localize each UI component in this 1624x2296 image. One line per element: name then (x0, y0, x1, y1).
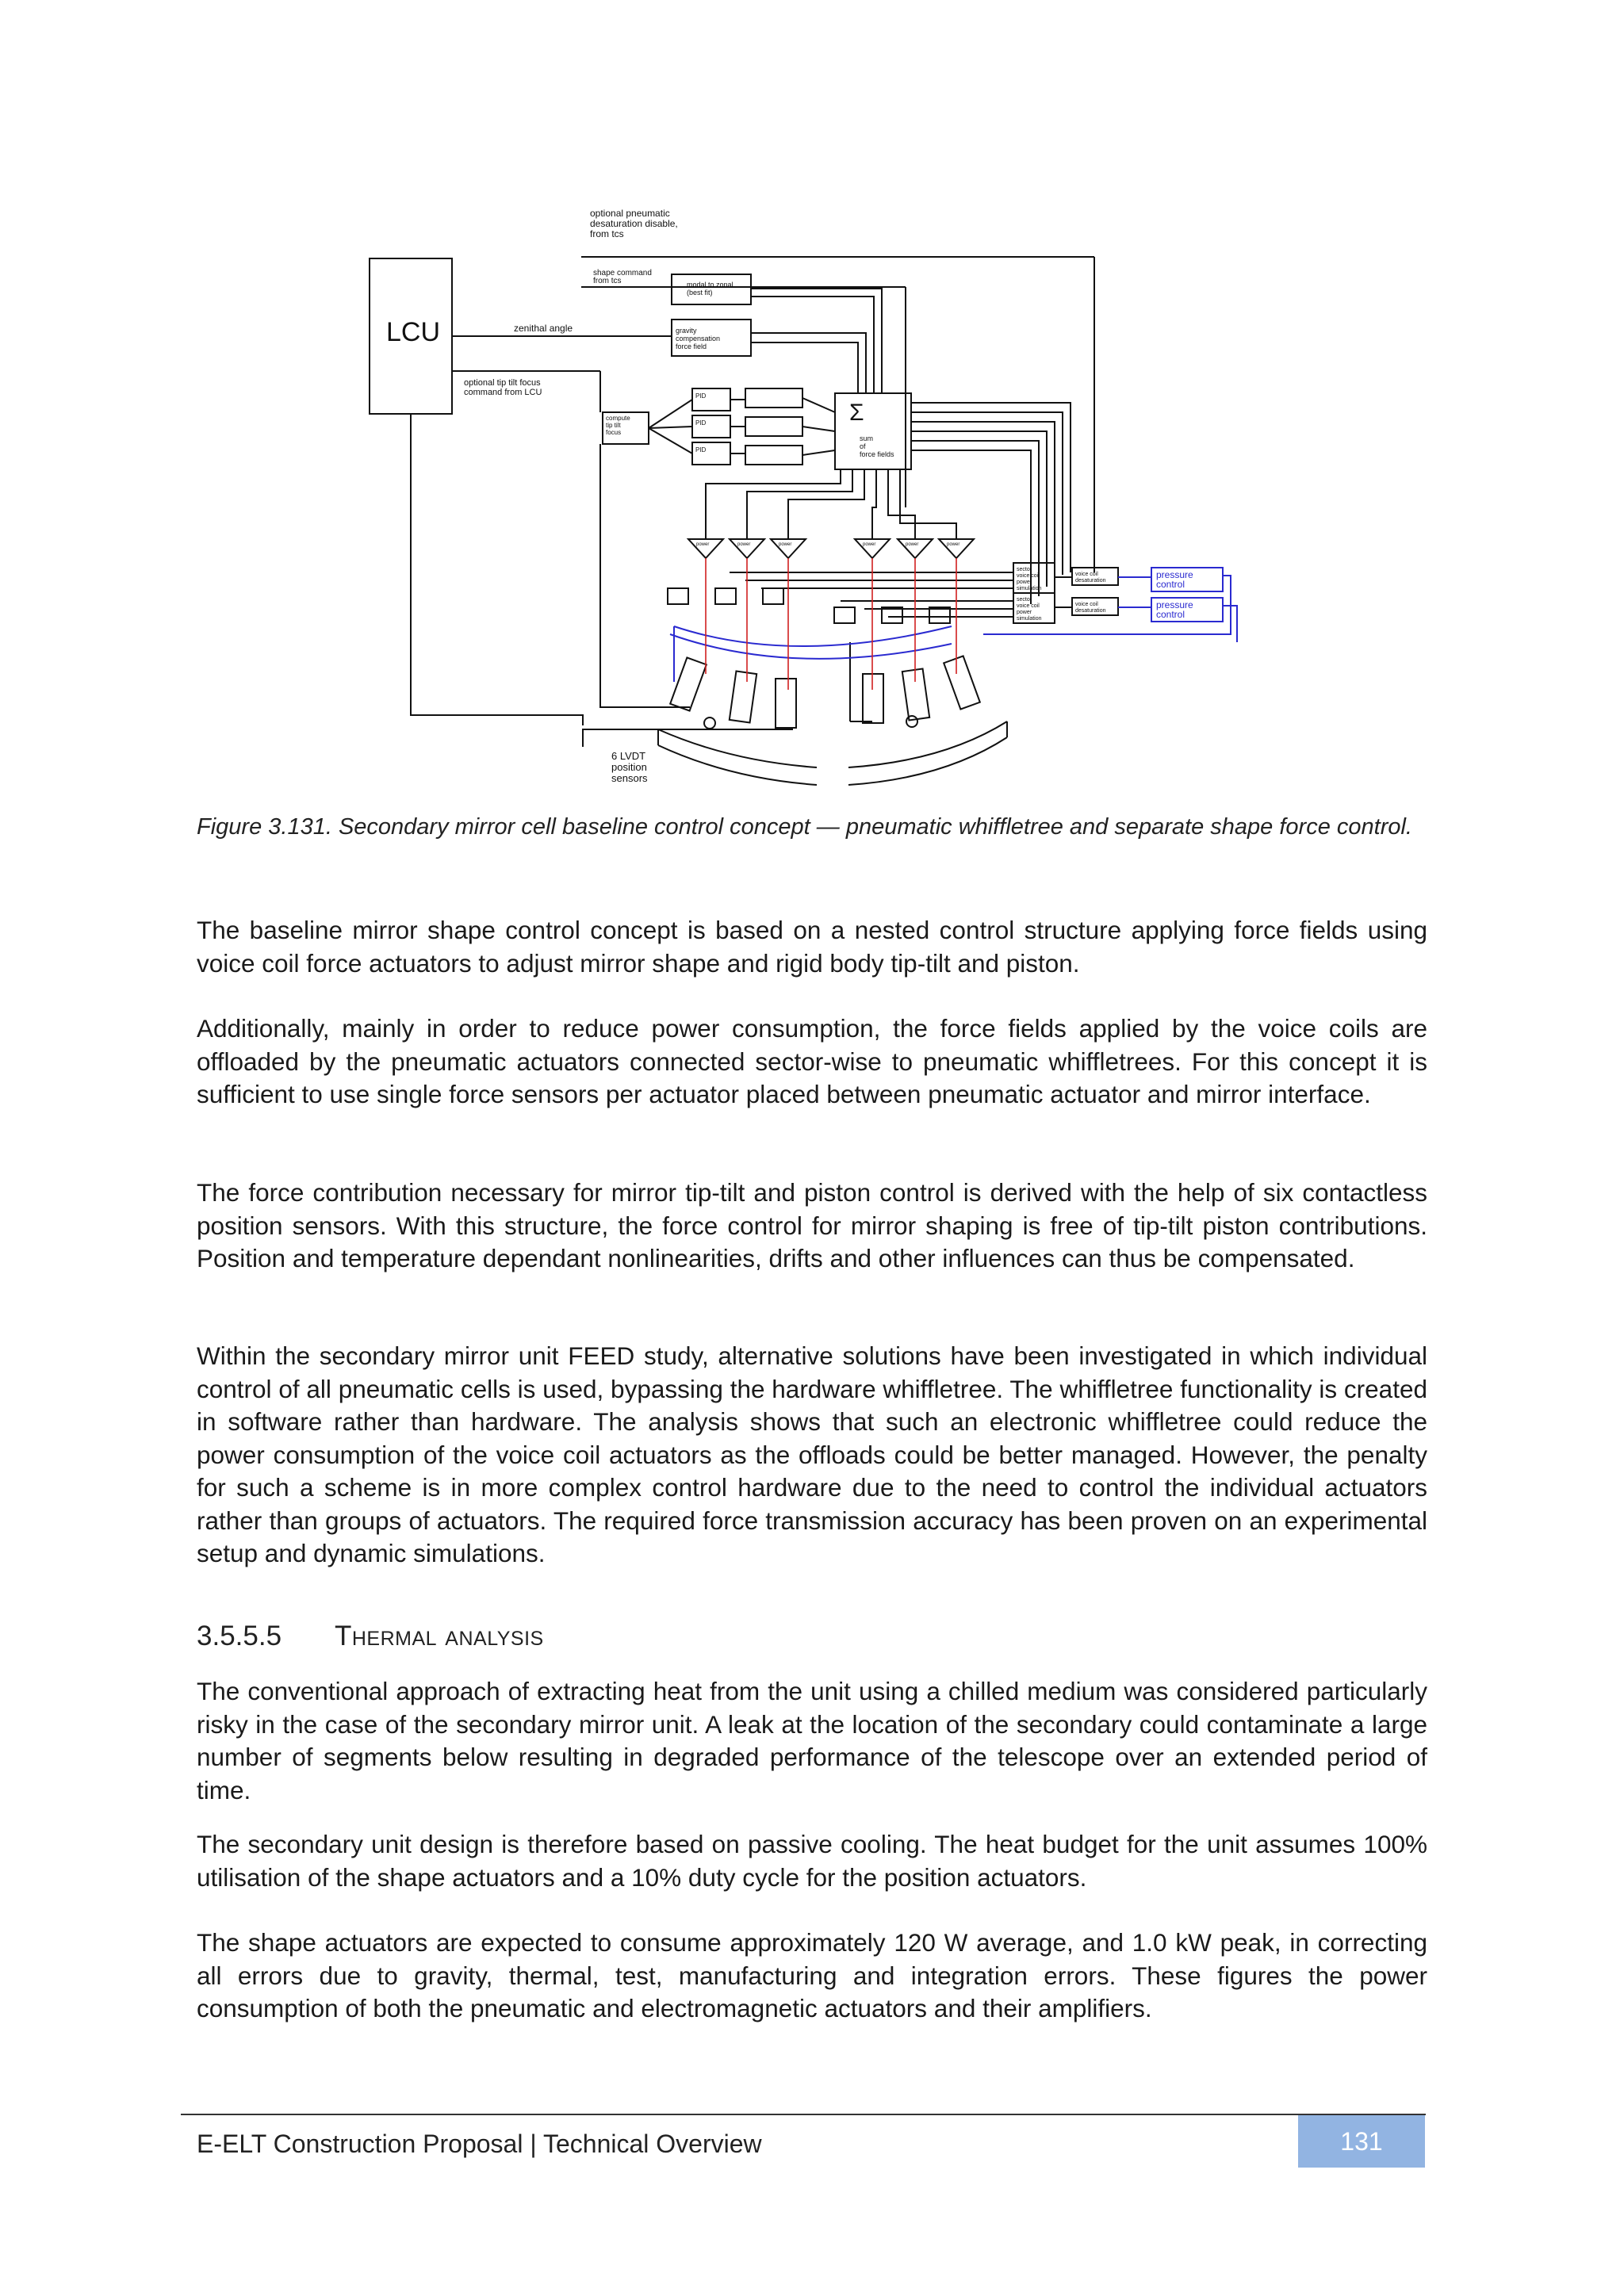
svg-text:power: power (696, 542, 710, 547)
svg-text:sectorvoice coilpowersimulatio: sector voice coil power simulation (1017, 597, 1042, 622)
svg-text:power: power (779, 542, 792, 547)
svg-text:pressurecontrol: pressure control (1156, 599, 1193, 620)
svg-text:power: power (947, 542, 960, 547)
control-diagram (349, 198, 1285, 801)
svg-text:shape commandfrom tcs: shape command from tcs (593, 269, 652, 285)
control-concept-figure (349, 198, 1285, 801)
body-paragraph: The baseline mirror shape control concept is based on a nested control structure applying force fields using voice coil force actuators to adjust mirror shape and rigid body tip-tilt and piston. (197, 916, 1427, 978)
footer-divider (181, 2114, 1426, 2115)
svg-text:pressurecontrol: pressure control (1156, 569, 1193, 590)
svg-text:gravitycompensationforce field: gravity compensation force field (676, 327, 721, 350)
body-paragraph: The secondary unit design is therefore based on passive cooling. The heat budget for the unit assumes 100% utilisation of the shape actuators and a 10% duty cycle for the position actuators. (197, 1830, 1427, 1892)
footer-title: E-ELT Construction Proposal | Technical Overview (197, 2130, 762, 2158)
lcu-label: LCU (386, 317, 441, 347)
section-number: 3.5.5.5 (197, 1621, 282, 1651)
svg-text:power: power (906, 542, 919, 547)
svg-text:voice coildesaturation: voice coil desaturation (1075, 572, 1106, 584)
section-title: Thermal analysis (335, 1621, 544, 1651)
body-paragraph: Within the secondary mirror unit FEED study, alternative solutions have been investigated in which individual control of all pneumatic cells is used, bypassing the hardware whiffletree. The whiffletree functionality is created in software rather than hardware. The analysis shows that such an electronic whiffletree could reduce the power consumption of the voice coil actuators as the offloads could be better managed. However, the penalty for such a scheme is in more complex control hardware due to the need to control the individual actuators rather than groups of actuators. The required force transmission accuracy has been proven on an experimental setup and dynamic simulations. (197, 1341, 1427, 1567)
body-paragraph: Additionally, mainly in order to reduce power consumption, the force fields applied by the voice coils are offloaded by the pneumatic actuators connected sector-wise to pneumatic whiffletrees. For this concept it is sufficient to use single force sensors per actuator placed between pneumatic actuator and mirror interface. (197, 1014, 1427, 1108)
svg-text:voice coildesaturation: voice coil desaturation (1075, 602, 1106, 614)
svg-text:sectorvoice coilpowersimulatio: sector voice coil power simulation (1017, 567, 1042, 591)
page-number: 131 (1298, 2115, 1425, 2168)
section-heading (197, 1619, 544, 1654)
body-paragraph: The force contribution necessary for mirror tip-tilt and piston control is derived with the help of six contactless position sensors. With this structure, the force control for mirror shaping is free of tip-tilt piston contributions. Position and temperature dependant nonlinearities, drifts and other influences can thus be compensated. (197, 1178, 1427, 1272)
svg-text:power: power (863, 542, 876, 547)
svg-text:PID: PID (695, 446, 707, 453)
actuator-group (670, 656, 980, 728)
svg-text:power: power (737, 542, 751, 547)
svg-text:computetip tiltfocus: compute tip tilt focus (606, 415, 630, 436)
svg-text:Σ: Σ (849, 400, 864, 426)
svg-text:PID: PID (695, 392, 707, 400)
svg-text:sumofforce fields: sum of force fields (860, 434, 894, 458)
svg-text:modal to zonal(best fit): modal to zonal (best fit) (687, 281, 733, 297)
svg-text:6 LVDTpositionsensors: 6 LVDT position sensors (611, 750, 648, 784)
figure-caption: Figure 3.131. Secondary mirror cell baseline control concept — pneumatic whiffletree and separate shape force control. (197, 814, 1412, 840)
svg-text:PID: PID (695, 419, 707, 427)
body-paragraph: The shape actuators are expected to consume approximately 120 W average, and 1.0 kW peak, in correcting all errors due to gravity, thermal, test, manufacturing and integration errors. These figures the power consumption of both the pneumatic and electromagnetic actuators and their amplifiers. (197, 1928, 1427, 2022)
svg-text:optional tip tilt focuscomman: optional tip tilt focus command from LCU (464, 378, 542, 397)
svg-text:optional pneumaticdesaturatio: optional pneumatic desaturation disable, from tcs (590, 208, 678, 239)
svg-text:zenithal angle: zenithal angle (514, 323, 573, 334)
body-paragraph: The conventional approach of extracting heat from the unit using a chilled medium was considered particularly risky in the case of the secondary mirror unit. A leak at the location of the secondary could contaminate a large number of segments below resulting in degraded performance of the telescope over an extended period of time. (197, 1677, 1427, 1804)
